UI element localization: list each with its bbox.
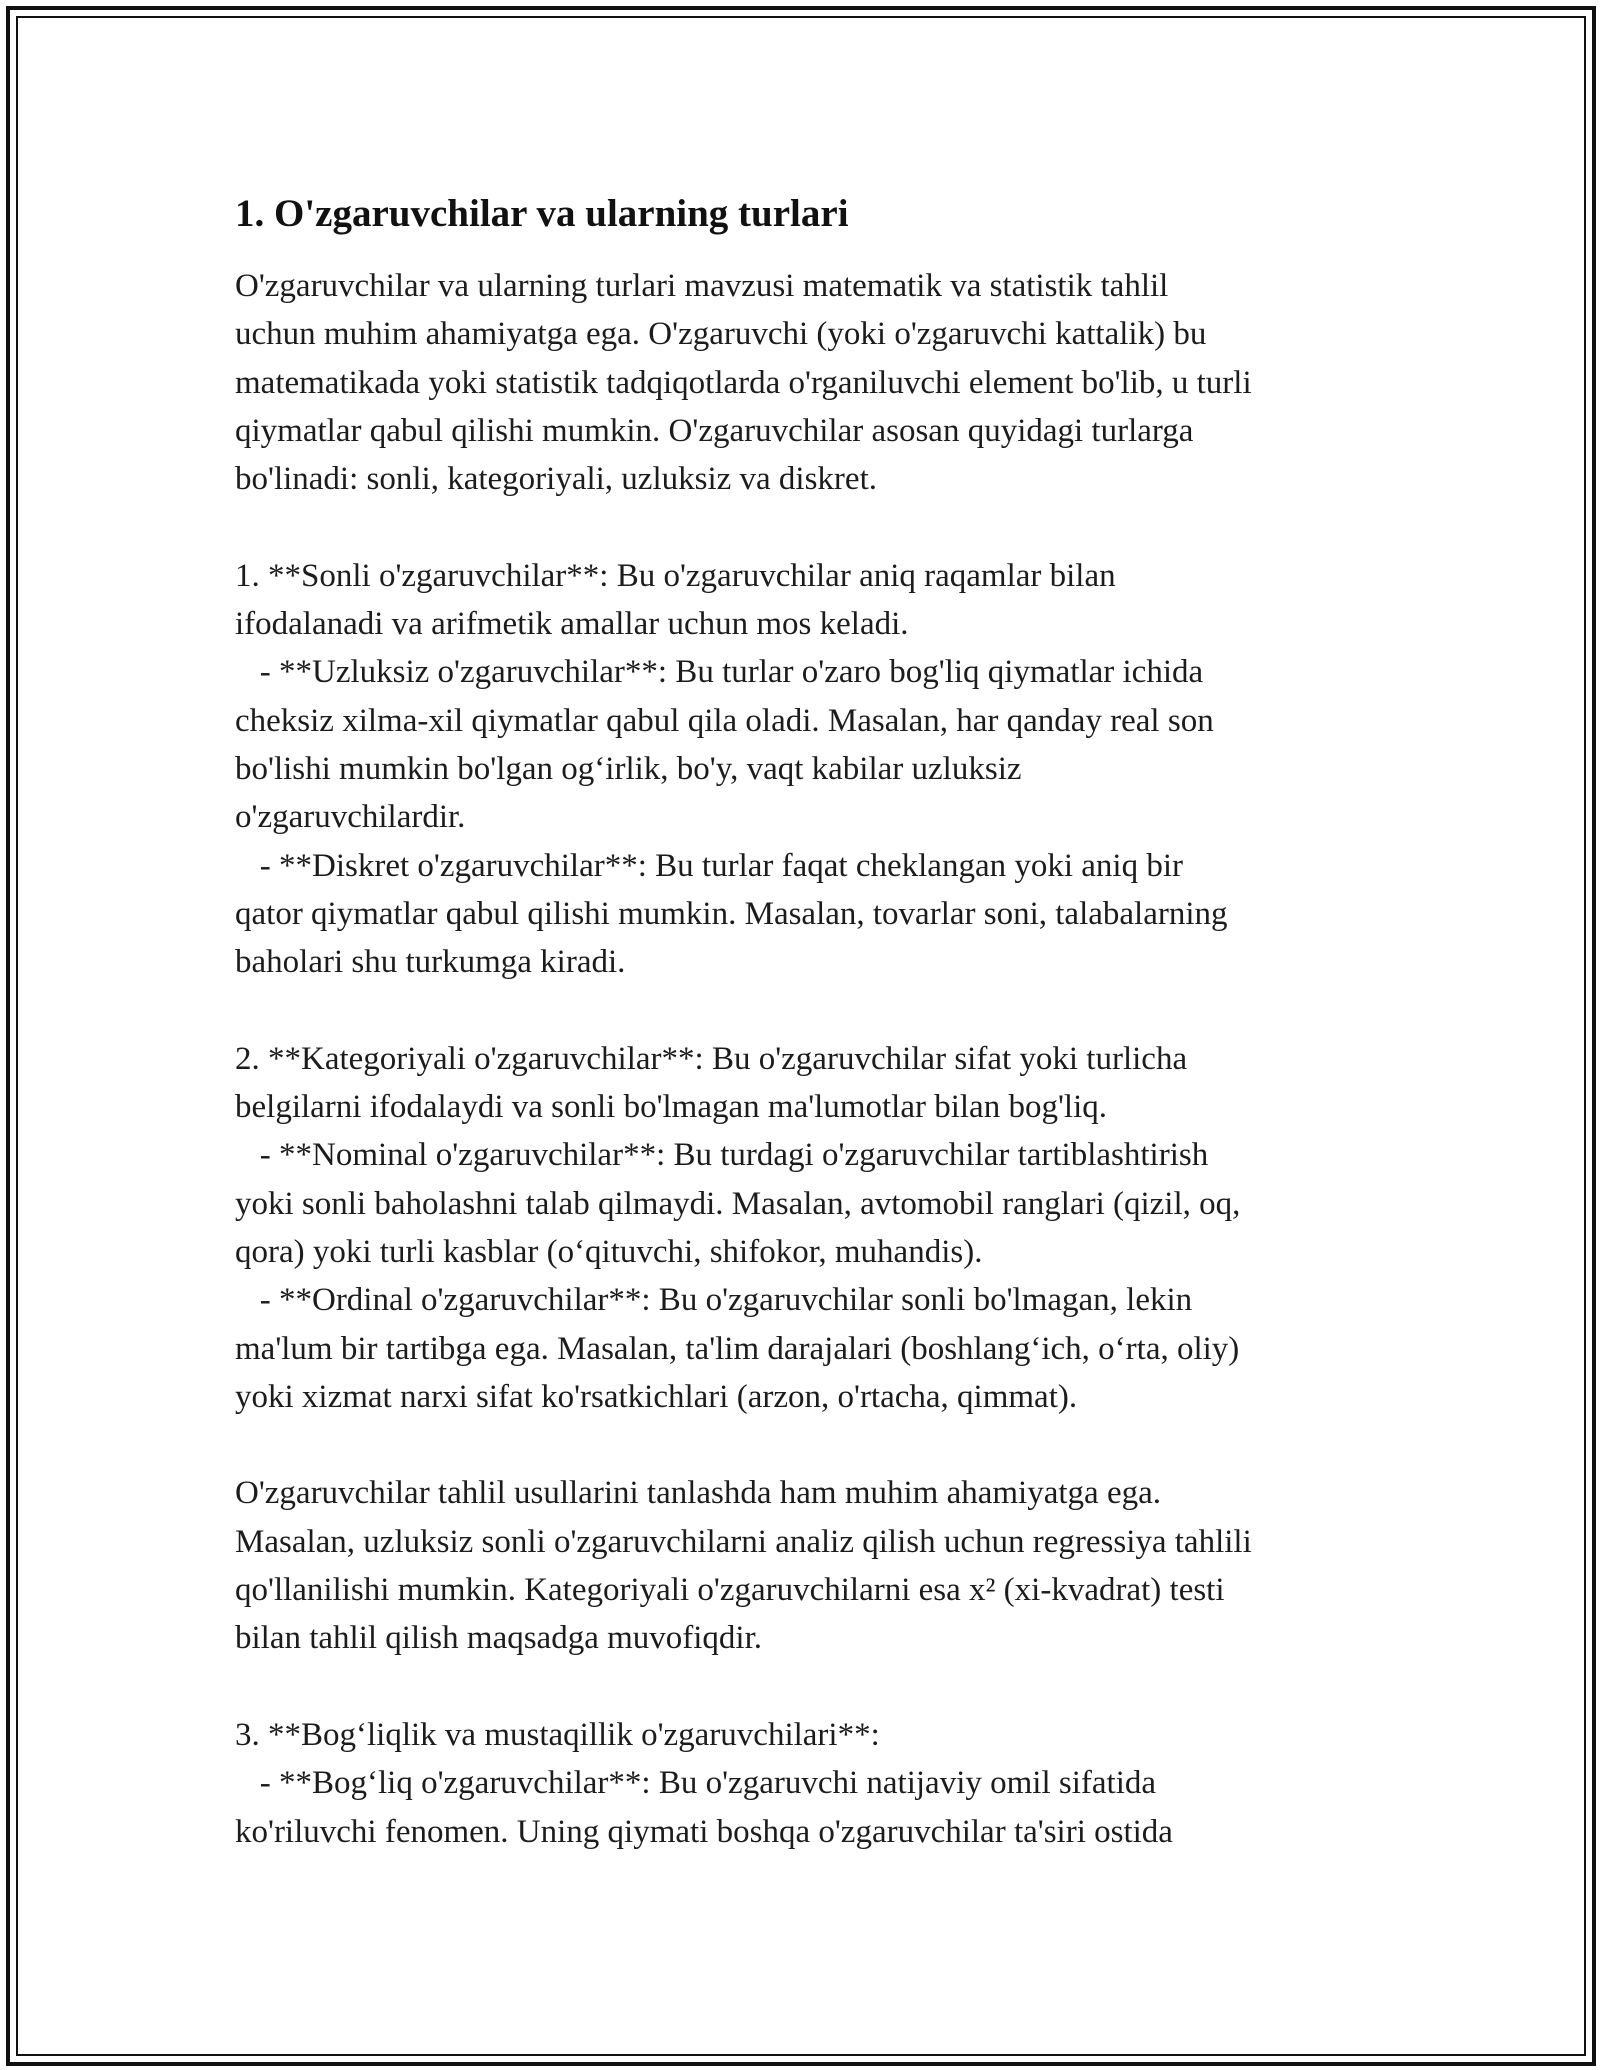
text-line: qator qiymatlar qabul qilishi mumkin. Masalan, tovarlar soni, talabalarning [235,895,1228,932]
text-line: bo'linadi: sonli, kategoriyali, uzluksiz va diskret. [235,461,877,498]
text-line: - **Nominal o'zgaruvchilar**: Bu turdagi o'zgaruvchilar tartiblashtirish [235,1137,1209,1174]
document-body [235,188,1395,1856]
blank-line [235,1421,1395,1469]
text-line: 2. **Kategoriyali o'zgaruvchilar**: Bu o'zgaruvchilar sifat yoki turlicha [235,1040,1188,1077]
text-line: - **Uzluksiz o'zgaruvchilar**: Bu turlar o'zaro bog'liq qiymatlar ichida [235,654,1204,691]
text-line: bilan tahlil qilish maqsadga muvofiqdir. [235,1620,763,1657]
text-line: O'zgaruvchilar va ularning turlari mavzusi matematik va statistik tahlil [235,268,1169,304]
text-line: ko'riluvchi fenomen. Uning qiymati boshqa o'zgaruvchilar ta'siri ostida [235,1813,1173,1850]
document-text [235,262,1395,1856]
blank-line [235,986,1395,1034]
text-line: uchun muhim ahamiyatga ega. O'zgaruvchi (yoki o'zgaruvchi kattalik) bu [235,316,1207,353]
text-line: qiymatlar qabul qilishi mumkin. O'zgaruvchilar asosan quyidagi turlarga [235,412,1194,449]
text-line: 1. **Sonli o'zgaruvchilar**: Bu o'zgaruvchilar aniq raqamlar bilan [235,557,1116,594]
blank-line [235,503,1395,551]
text-line: yoki xizmat narxi sifat ko'rsatkichlari (arzon, o'rtacha, qimmat). [235,1378,1078,1415]
section-heading: 1. O'zgaruvchilar va ularning turlari [235,192,849,235]
text-line: matematikada yoki statistik tadqiqotlarda o'rganiluvchi element bo'lib, u turli [235,364,1252,401]
text-line: 3. **Bog‘liqlik va mustaqillik o'zgaruvchilari**: [235,1716,880,1753]
blank-line [235,1663,1395,1711]
text-line: - **Diskret o'zgaruvchilar**: Bu turlar faqat cheklangan yoki aniq bir [235,847,1183,884]
text-line: Masalan, uzluksiz sonli o'zgaruvchilarni analiz qilish uchun regressiya tahlili [235,1523,1252,1560]
text-line: ma'lum bir tartibga ega. Masalan, ta'lim darajalari (boshlang‘ich, o‘rta, oliy) [235,1330,1240,1367]
text-line: qo'llanilishi mumkin. Kategoriyali o'zgaruvchilarni esa x² (xi-kvadrat) testi [235,1572,1225,1609]
text-line: yoki sonli baholashni talab qilmaydi. Masalan, avtomobil ranglari (qizil, oq, [235,1185,1241,1222]
text-line: o'zgaruvchilardir. [235,799,466,836]
text-line: O'zgaruvchilar tahlil usullarini tanlashda ham muhim ahamiyatga ega. [235,1475,1161,1512]
text-line: qora) yoki turli kasblar (o‘qituvchi, shifokor, muhandis). [235,1233,983,1270]
text-line: belgilarni ifodalaydi va sonli bo'lmagan ma'lumotlar bilan bog'liq. [235,1089,1107,1126]
text-line: cheksiz xilma-xil qiymatlar qabul qila oladi. Masalan, har qanday real son [235,702,1214,739]
text-line: baholari shu turkumga kiradi. [235,944,626,981]
text-line: ifodalanadi va arifmetik amallar uchun mos keladi. [235,606,909,643]
text-line: - **Bog‘liq o'zgaruvchilar**: Bu o'zgaruvchi natijaviy omil sifatida [235,1765,1157,1802]
text-line: - **Ordinal o'zgaruvchilar**: Bu o'zgaruvchilar sonli bo'lmagan, lekin [235,1282,1193,1319]
text-line: bo'lishi mumkin bo'lgan og‘irlik, bo'y, vaqt kabilar uzluksiz [235,750,1022,787]
